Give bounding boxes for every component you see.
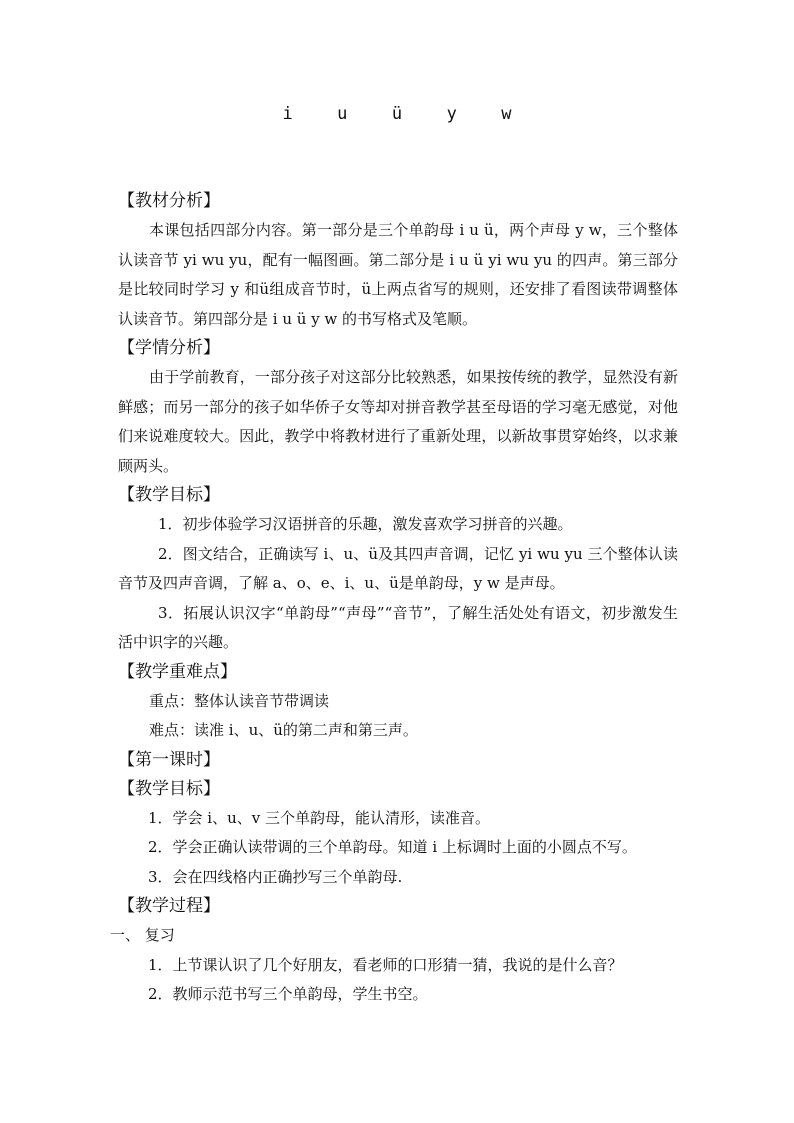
heading-material-analysis: 【教材分析】 [118, 191, 220, 211]
heading-teaching-goals: 【教学目标】 [118, 485, 220, 505]
goal-item-3: 3．拓展认识汉字“单韵母”“声母”“音节”，了解生活处处有语文，初步激发生活中识字的兴趣。 [118, 603, 678, 651]
heading-key-points: 【教学重难点】 [118, 661, 237, 682]
goal-item-2: 2．图文结合，正确读写 i、u、ü及其四声音调，记忆 yi wu yu 三个整体认读音节及四声音调，了解 a、o、e、i、u、ü是单韵母，y w 是声母。 [118, 544, 678, 592]
process-item-2: 2．教师示范书写三个单韵母，学生书空。 [148, 985, 428, 1003]
lesson-goal-item-1: 1．学会 i、u、v 三个单韵母，能认清形，读准音。 [148, 808, 491, 827]
process-part-review: 一、 复习 [110, 926, 175, 944]
goal-item-1: 1．初步体验学习汉语拼音的乐趣，激发喜欢学习拼音的兴趣。 [158, 515, 573, 533]
difficult-point-text: 难点：读准 i、u、ü的第二声和第三声。 [149, 721, 418, 739]
heading-teaching-process: 【教学过程】 [118, 896, 220, 916]
heading-first-lesson: 【第一课时】 [118, 749, 220, 770]
paragraph-material-analysis: 本课包括四部分内容。第一部分是三个单韵母 i u ü，两个声母 y w，三个整体认读音节 yi wu yu，配有一幅图画。第二部分是 i u ü yi wu yu 的四声。第三部分是比较同时学习 y 和ü组成音节时，ü上两点省写的规则，还安排了看图读带调整体认读音节。第四部分是 i u ü y w 的书写格式及笔顺。 [118, 221, 678, 328]
process-item-1: 1．上节课认识了几个好朋友，看老师的口形猜一猜，我说的是什么音？ [148, 955, 623, 974]
document-body [110, 187, 678, 1010]
lesson-goal-item-2: 2．学会正确认读带调的三个单韵母。知道 i 上标调时上面的小圆点不写。 [148, 838, 637, 856]
paragraph-student-analysis: 由于学前教育，一部分孩子对这部分比较熟悉，如果按传统的教学，显然没有新鲜感；而另一部分的孩子如华侨子女等却对拼音教学甚至母语的学习毫无感觉，对他们来说难度较大。因此，教学中将教材进行了重新处理，以新故事贯穿始终，以求兼顾两头。 [118, 368, 678, 475]
lesson-goal-item-3: 3．会在四线格内正确抄写三个单韵母. [148, 867, 403, 886]
document-title: i u ü y w [282, 104, 512, 124]
key-point-text: 重点：整体认读音节带调读 [149, 691, 330, 710]
heading-student-analysis: 【学情分析】 [118, 338, 220, 358]
heading-teaching-goals-2: 【教学目标】 [118, 778, 220, 799]
